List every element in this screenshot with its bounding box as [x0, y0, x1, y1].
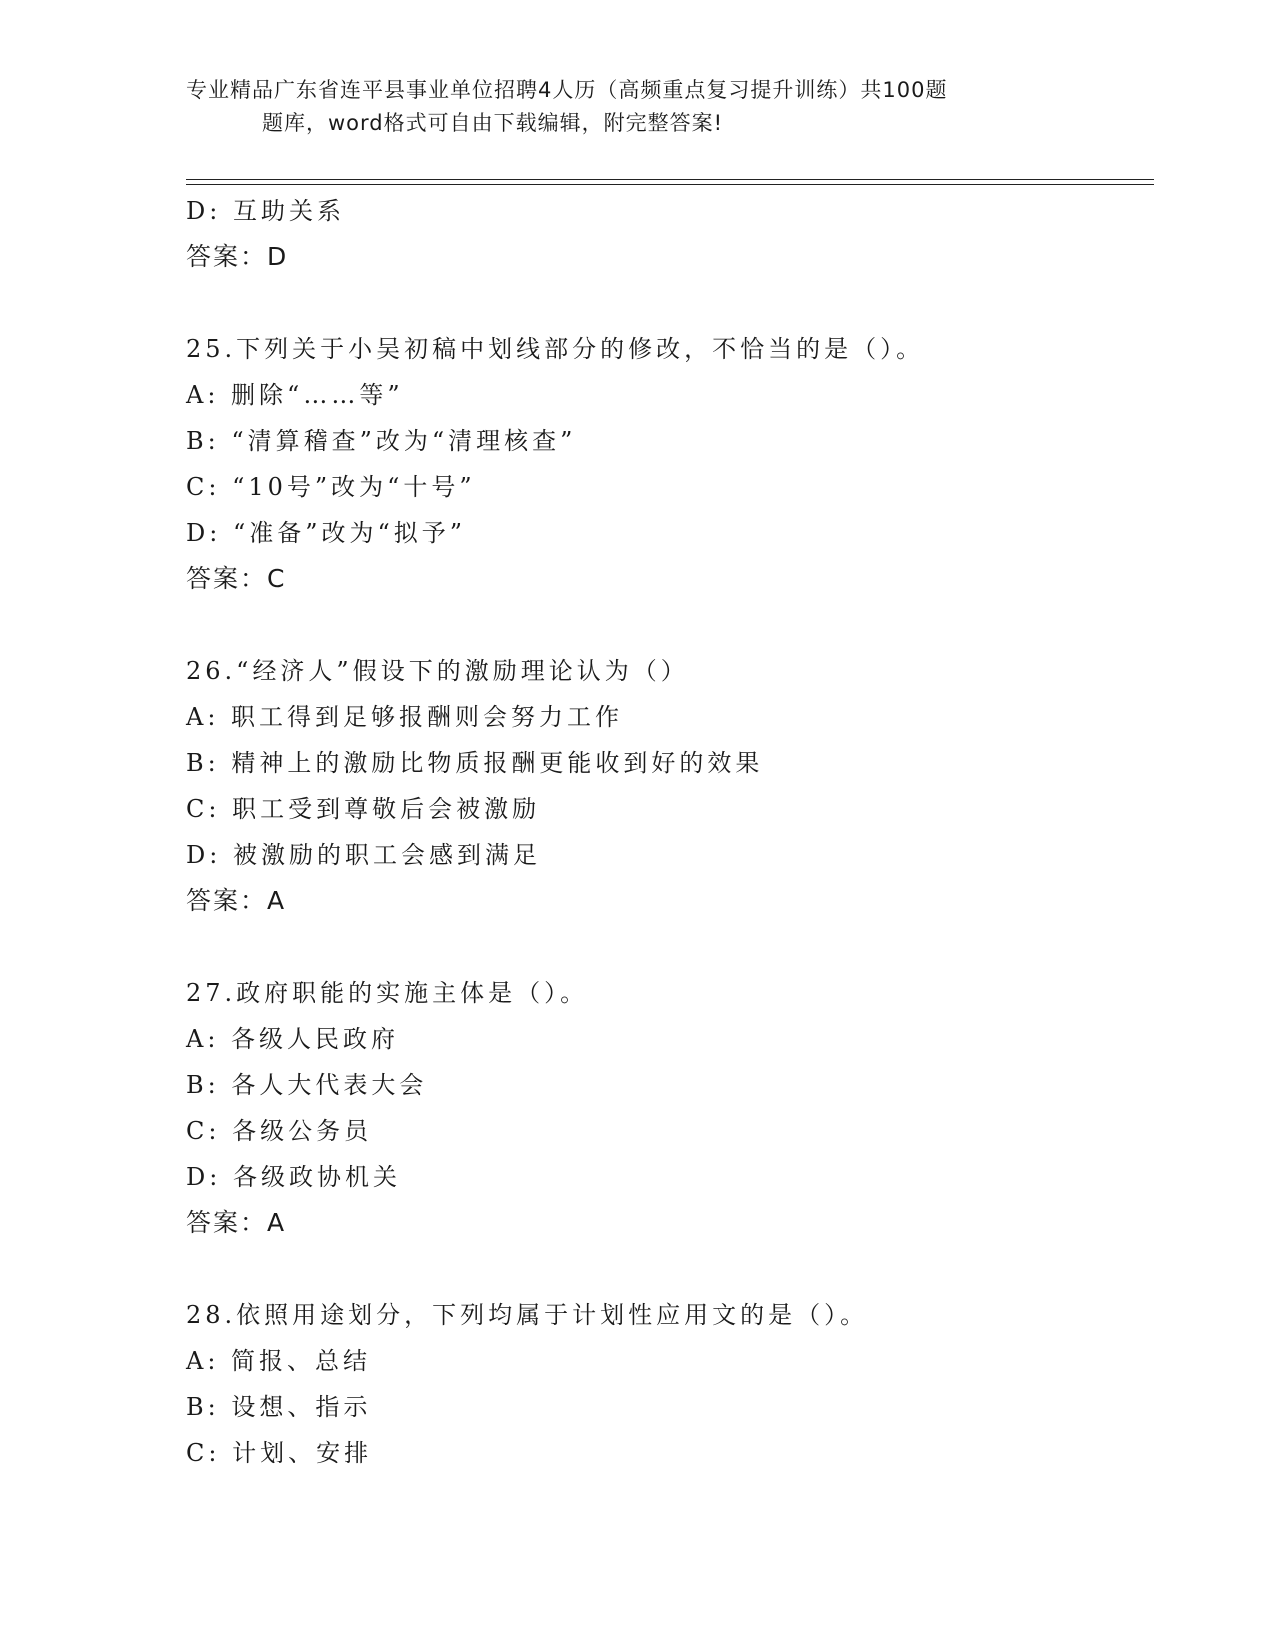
answer-line: 答案：D	[186, 242, 289, 271]
option-b: B: 精神上的激励比物质报酬更能收到好的效果	[186, 749, 764, 777]
question-block-28	[186, 1292, 1154, 1476]
option-b: B: “清算稽查”改为“清理核查”	[186, 427, 577, 455]
answer-line: 答案：A	[186, 886, 287, 915]
header-rule-top	[186, 179, 1154, 180]
option-a: A: 简报、总结	[186, 1347, 372, 1375]
option-c: C: “10号”改为“十号”	[186, 473, 476, 501]
question-block-27	[186, 970, 1154, 1246]
option-c: C: 各级公务员	[186, 1117, 373, 1145]
option-d: D: 被激励的职工会感到满足	[186, 841, 541, 869]
answer-line: 答案：A	[186, 1208, 287, 1237]
option-d: D: 各级政协机关	[186, 1163, 401, 1191]
answer-line: 答案：C	[186, 564, 287, 593]
question-stem: 28.依照用途划分，下列均属于计划性应用文的是（）。	[186, 1301, 869, 1329]
question-block-25	[186, 326, 1154, 602]
option-b: B: 设想、指示	[186, 1393, 372, 1421]
question-block-24-tail	[186, 188, 1154, 280]
option-c: C: 计划、安排	[186, 1439, 373, 1467]
option-c: C: 职工受到尊敬后会被激励	[186, 795, 541, 823]
option-a: A: 各级人民政府	[186, 1025, 400, 1053]
header-title-line-1: 专业精品广东省连平县事业单位招聘4人历（高频重点复习提升训练）共100题	[186, 78, 948, 102]
question-stem: 27.政府职能的实施主体是（）。	[186, 979, 589, 1007]
option-a: A: 职工得到足够报酬则会努力工作	[186, 703, 624, 731]
question-list	[186, 188, 1154, 1476]
question-block-26	[186, 648, 1154, 924]
option-d: D: 互助关系	[186, 197, 345, 225]
option-d: D: “准备”改为“拟予”	[186, 519, 467, 547]
header-rule-bottom	[186, 184, 1154, 185]
question-stem: 25.下列关于小吴初稿中划线部分的修改，不恰当的是（）。	[186, 335, 925, 363]
header-title-line-2: 题库，word格式可自由下载编辑，附完整答案!	[262, 111, 724, 135]
option-a: A: 删除“……等”	[186, 381, 404, 409]
question-stem: 26.“经济人”假设下的激励理论认为（）	[186, 657, 689, 685]
document-header	[186, 74, 1066, 140]
option-b: B: 各人大代表大会	[186, 1071, 428, 1099]
